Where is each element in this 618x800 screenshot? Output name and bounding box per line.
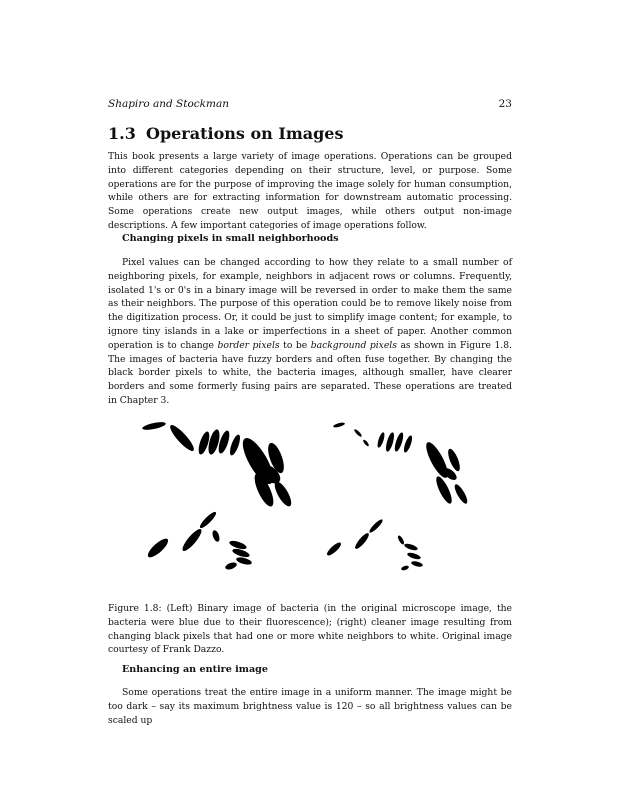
bacteria-cleaned-image-right <box>325 422 469 572</box>
running-head-authors: Shapiro and Stockman <box>108 98 230 110</box>
subsection-heading-neighborhoods: Changing pixels in small neighborhoods <box>122 233 339 244</box>
section-number: 1.3 <box>108 124 136 143</box>
neighborhoods-text-3: as shown in Figure 1.8. The images of bacteria have fuzzy borders and often fuse together. By changing the black border pixels to white, the bacteria images, although smaller, have clearer borders and some formerly fusing pairs are separated. These operations are treated in Chapter 3. <box>108 339 512 406</box>
page-number: 23 <box>498 98 512 110</box>
section-title <box>108 124 343 143</box>
neighborhoods-paragraph <box>108 256 512 408</box>
figure-bacteria <box>108 398 512 598</box>
intro-paragraph: This book presents a large variety of image operations. Operations can be grouped into different categories depending on their structure, level, or purpose. Some operations are for the purpose of improving the image solely for human consumption, while others are for extracting information for downstream automatic processing. Some operations create new output images, while others output non-image descriptions. A few important categories of image operations follow. <box>108 151 512 231</box>
neighborhoods-text-1: Pixel values can be changed according to how they relate to a small number of neighboring pixels, for example, neighbors in adjacent rows or columns. Frequently, isolated 1's or 0's in a binary image will be reversed in order to make them the same as their neighbors. The purpose of this operation could be to remove likely noise from the digitization process. Or, it could be just to simplify image content; for example, to ignore tiny islands in a lake or imperfections in a sheet of paper. Another common operation is to change <box>108 257 512 351</box>
subsection-heading-enhancing: Enhancing an entire image <box>122 664 268 675</box>
section-heading: Operations on Images <box>146 124 344 143</box>
running-head <box>108 98 512 112</box>
enhancing-paragraph: Some operations treat the entire image in a uniform manner. The image might be too dark – say its maximum brightness value is 120 – so all brightness values can be scaled up <box>108 687 512 726</box>
term-background-pixels: background pixels <box>310 339 397 351</box>
bacteria-binary-image-left <box>142 421 295 571</box>
neighborhoods-text-2: to be <box>279 339 311 351</box>
figure-caption: Figure 1.8: (Left) Binary image of bacteria (in the original microscope image, the bacteria were blue due to their fluorescence); (right) cleaner image resulting from changing black pixels that had one or more white neighbors to white. Original image courtesy of Frank Dazzo. <box>108 603 512 656</box>
term-border-pixels: border pixels <box>217 339 280 351</box>
